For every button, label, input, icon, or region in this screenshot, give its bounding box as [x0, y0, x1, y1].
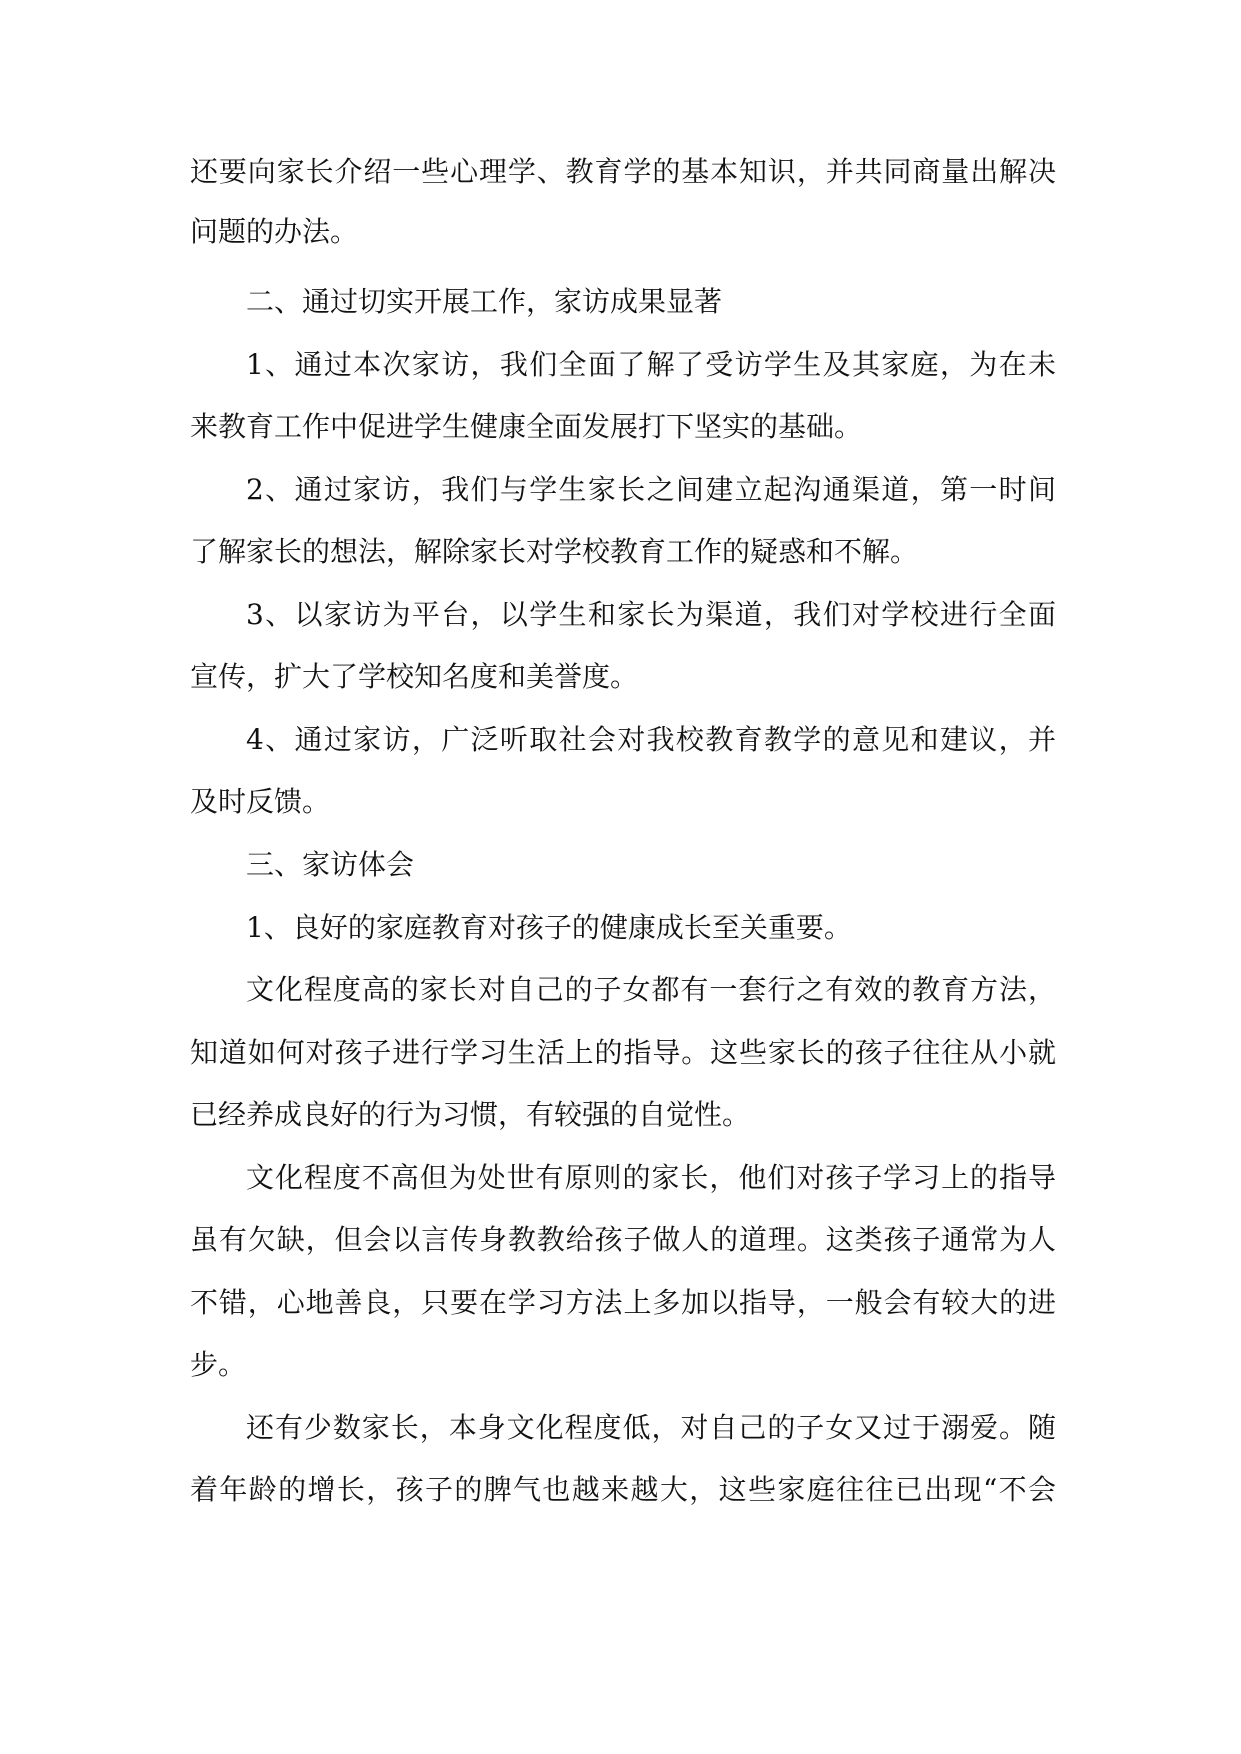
text-line: 3、以家访为平台，以学生和家长为渠道，我们对学校进行全面 — [246, 598, 1056, 631]
text-line: 还有少数家长，本身文化程度低，对自己的子女又过于溺爱。随 — [246, 1411, 1056, 1444]
text-line: 4、通过家访，广泛听取社会对我校教育教学的意见和建议，并 — [246, 723, 1056, 756]
text-line: 1、良好的家庭教育对孩子的健康成长至关重要。 — [246, 911, 852, 944]
text-line: 不错，心地善良，只要在学习方法上多加以指导，一般会有较大的进 — [190, 1286, 1056, 1319]
text-line: 宣传，扩大了学校知名度和美誉度。 — [190, 660, 639, 693]
text-line: 文化程度高的家长对自己的子女都有一套行之有效的教育方法， — [246, 973, 1056, 1006]
text-line: 还要向家长介绍一些心理学、教育学的基本知识，并共同商量出解决 — [190, 155, 1056, 188]
text-line: 来教育工作中促进学生健康全面发展打下坚实的基础。 — [190, 410, 863, 443]
text-line: 问题的办法。 — [190, 215, 359, 248]
text-line: 及时反馈。 — [190, 785, 331, 818]
text-line: 2、通过家访，我们与学生家长之间建立起沟通渠道，第一时间 — [246, 473, 1056, 506]
text-line: 着年龄的增长，孩子的脾气也越来越大，这些家庭往往已出现“不会 — [190, 1473, 1056, 1506]
text-line: 虽有欠缺，但会以言传身教教给孩子做人的道理。这类孩子通常为人 — [190, 1223, 1056, 1256]
section-heading: 二、通过切实开展工作，家访成果显著 — [246, 285, 723, 318]
text-line: 1、通过本次家访，我们全面了解了受访学生及其家庭，为在未 — [246, 348, 1056, 381]
text-line: 文化程度不高但为处世有原则的家长，他们对孩子学习上的指导 — [246, 1161, 1056, 1194]
text-line: 了解家长的想法，解除家长对学校教育工作的疑惑和不解。 — [190, 535, 919, 568]
text-line: 步。 — [190, 1348, 247, 1381]
text-line: 知道如何对孩子进行学习生活上的指导。这些家长的孩子往往从小就 — [190, 1036, 1056, 1069]
text-line: 已经养成良好的行为习惯，有较强的自觉性。 — [190, 1098, 751, 1131]
section-heading: 三、家访体会 — [246, 848, 415, 881]
